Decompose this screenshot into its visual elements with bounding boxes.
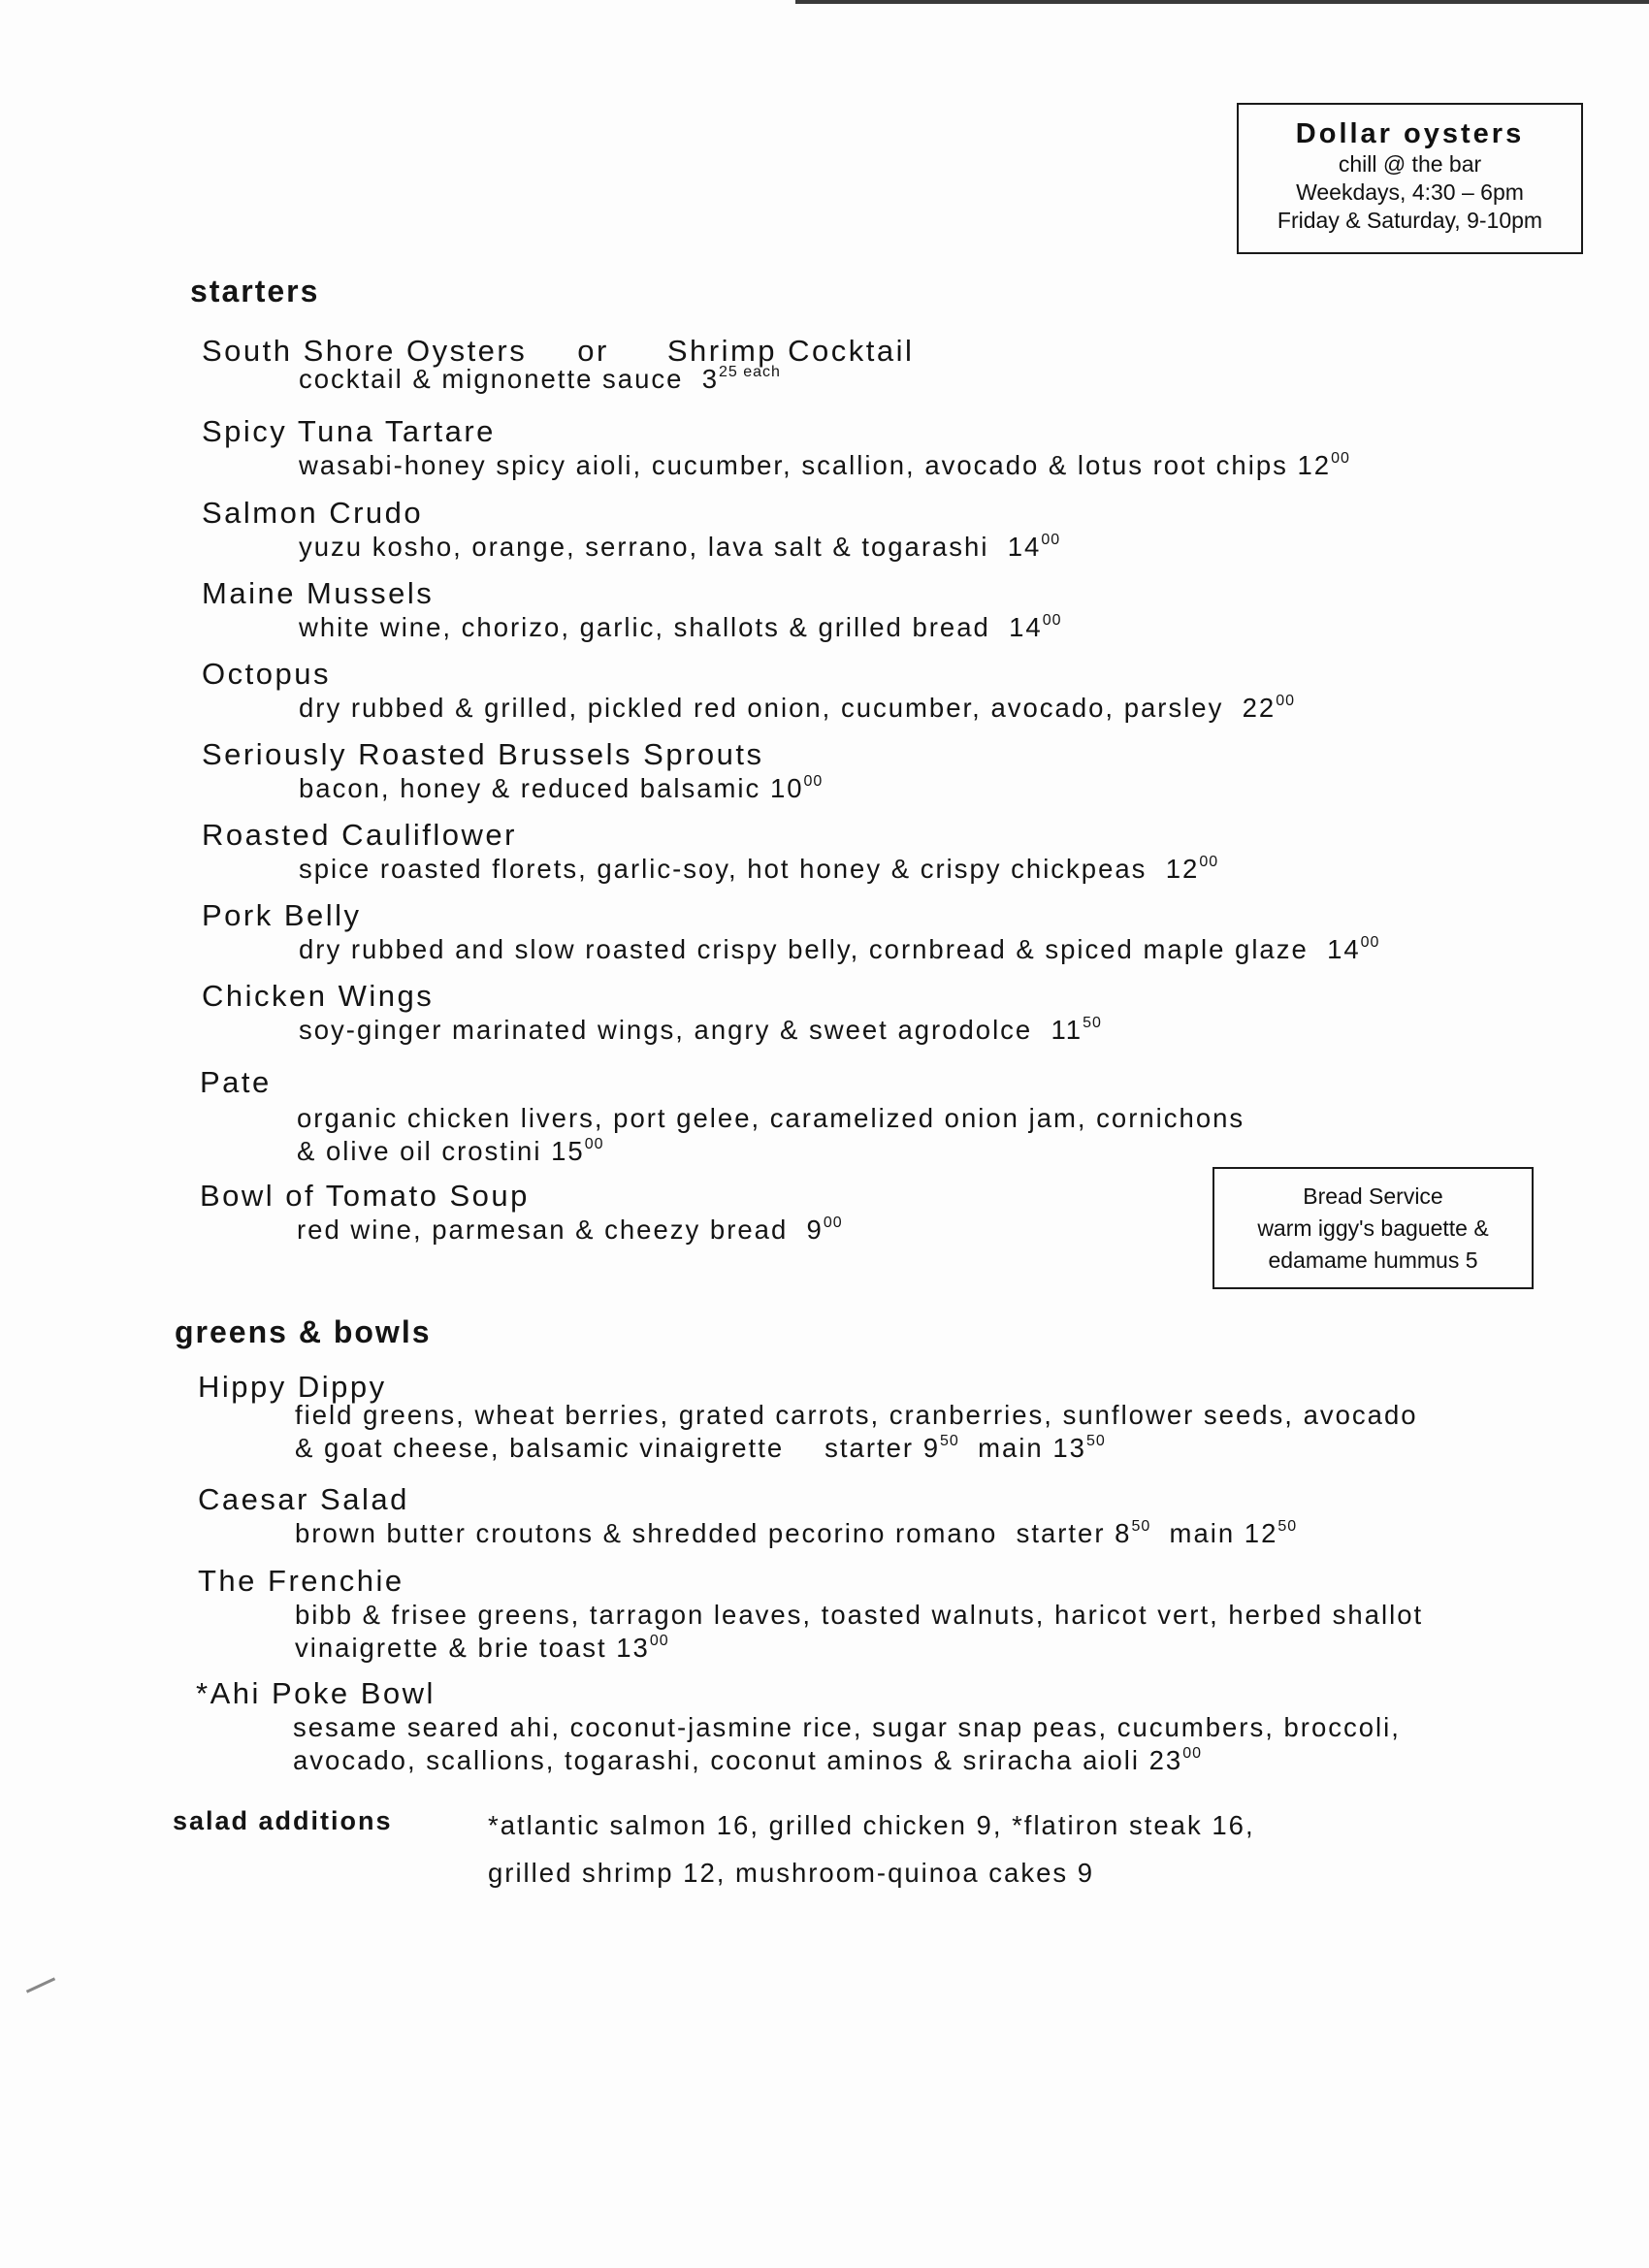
item-price: 11 <box>1051 1015 1083 1045</box>
salad-additions-line: grilled shrimp 12, mushroom-quinoa cakes 9 <box>488 1858 1095 1888</box>
starter-price-cents: 50 <box>940 1433 959 1449</box>
bread-service-line: warm iggy's baguette & <box>1257 1215 1489 1241</box>
or-label: or <box>577 334 609 368</box>
item-price: 12 <box>1297 450 1332 480</box>
bread-service-line: edamame hummus 5 <box>1268 1247 1478 1273</box>
item-name: Pate <box>200 1065 272 1099</box>
item-name: Salmon Crudo <box>202 496 424 530</box>
scan-top-edge <box>795 0 1649 4</box>
main-price: 13 <box>1052 1433 1086 1463</box>
menu-item-ahi-poke <box>196 1676 1401 1777</box>
item-description <box>200 1135 1245 1168</box>
main-price-cents: 50 <box>1277 1518 1298 1535</box>
menu-item <box>202 818 1218 886</box>
item-price-cents: 00 <box>1331 450 1350 467</box>
item-name: *Ahi Poke Bowl <box>196 1676 436 1710</box>
item-price-cents: 00 <box>1276 693 1296 709</box>
item-description: sesame seared ahi, coconut-jasmine rice, sugar snap peas, cucumbers, broccoli, <box>293 1712 1401 1742</box>
item-name: Caesar Salad <box>198 1482 409 1516</box>
item-description <box>200 1214 843 1247</box>
item-description <box>202 1014 1102 1047</box>
menu-item <box>202 496 1060 564</box>
item-desc-text: soy-ginger marinated wings, angry & sweet agrodolce <box>299 1015 1033 1045</box>
item-price: 14 <box>1009 612 1043 642</box>
item-description <box>202 772 823 805</box>
section-heading-greens-bowls: greens & bowls <box>175 1314 432 1349</box>
item-price-cents: 00 <box>584 1136 604 1152</box>
salad-additions-label: salad additions <box>173 1806 393 1835</box>
starter-price-cents: 50 <box>1131 1518 1151 1535</box>
item-desc-text: & olive oil crostini <box>297 1136 542 1166</box>
scan-pen-mark <box>26 1977 55 1993</box>
menu-item <box>202 657 1295 725</box>
promo-line: chill @ the bar <box>1338 151 1482 177</box>
item-desc-text: red wine, parmesan & cheezy bread <box>297 1215 789 1245</box>
item-desc-text: white wine, chorizo, garlic, shallots & grilled bread <box>299 612 990 642</box>
item-description <box>198 1432 1418 1465</box>
item-description <box>202 933 1379 966</box>
menu-item <box>202 576 1062 644</box>
item-price: 13 <box>616 1633 650 1663</box>
starter-label: starter <box>824 1433 915 1463</box>
menu-item <box>202 737 823 805</box>
item-name: Chicken Wings <box>202 979 435 1013</box>
item-desc-text: wasabi-honey spicy aioli, cucumber, scallion, avocado & lotus root chips <box>299 450 1288 480</box>
item-description <box>198 1632 1423 1665</box>
promo-line: Friday & Saturday, 9-10pm <box>1277 208 1543 233</box>
item-price-cents: 00 <box>1199 854 1219 870</box>
item-name-shrimp: Shrimp Cocktail <box>666 334 915 368</box>
item-description <box>198 1517 1297 1550</box>
item-price: 22 <box>1242 693 1277 723</box>
item-desc-text: & goat cheese, balsamic vinaigrette <box>295 1433 785 1463</box>
item-desc-text: spice roasted florets, garlic-soy, hot honey & crispy chickpeas <box>299 854 1148 884</box>
item-price: 14 <box>1327 934 1361 964</box>
item-price-cents: 00 <box>1182 1745 1203 1762</box>
item-desc-text: brown butter croutons & shredded pecorino romano <box>295 1518 998 1548</box>
menu-item <box>202 414 1350 482</box>
item-desc-text: dry rubbed and slow roasted crispy belly, cornbread & spiced maple glaze <box>299 934 1309 964</box>
item-name-oysters: South Shore Oysters <box>202 334 528 368</box>
item-desc-text: vinaigrette & brie toast <box>295 1633 607 1663</box>
menu-item-hippy-dippy <box>198 1370 1418 1465</box>
bread-service-title: Bread Service <box>1303 1183 1443 1209</box>
menu-item-caesar <box>198 1482 1297 1550</box>
item-description <box>202 853 1218 886</box>
item-price-cents: 50 <box>1083 1015 1102 1031</box>
item-price: 23 <box>1148 1745 1183 1775</box>
bread-service-box <box>1212 1167 1534 1289</box>
item-name: Maine Mussels <box>202 576 435 610</box>
promo-line: Weekdays, 4:30 – 6pm <box>1296 179 1524 205</box>
item-price: 14 <box>1007 532 1042 562</box>
menu-item-tomato-soup <box>200 1179 843 1247</box>
dollar-oysters-box <box>1237 103 1583 254</box>
item-name: Seriously Roasted Brussels Sprouts <box>202 737 764 771</box>
item-description <box>202 692 1295 725</box>
item-price: 9 <box>806 1215 824 1245</box>
item-price-cents: 00 <box>649 1633 669 1649</box>
item-price-cents: 00 <box>1041 532 1061 548</box>
starter-price: 8 <box>1115 1518 1132 1548</box>
item-price-cents: 25 each <box>719 364 781 380</box>
menu-item <box>202 898 1379 966</box>
item-name: The Frenchie <box>198 1564 404 1598</box>
item-desc-text: bacon, honey & reduced balsamic <box>299 773 761 803</box>
item-price: 10 <box>769 773 804 803</box>
starter-label: starter <box>1016 1518 1106 1548</box>
item-price: 12 <box>1165 854 1200 884</box>
menu-item <box>202 979 1102 1047</box>
item-name: Bowl of Tomato Soup <box>200 1179 530 1213</box>
item-description <box>196 1744 1401 1777</box>
item-price-cents: 00 <box>803 773 824 790</box>
item-desc-text: cocktail & mignonette sauce <box>299 364 684 394</box>
main-price-cents: 50 <box>1085 1433 1106 1449</box>
item-name: Hippy Dippy <box>198 1370 387 1404</box>
item-name: Octopus <box>202 657 331 691</box>
item-desc-text: dry rubbed & grilled, pickled red onion, cucumber, avocado, parsley <box>299 693 1224 723</box>
starter-price: 9 <box>922 1433 941 1463</box>
item-name: Spicy Tuna Tartare <box>202 414 496 448</box>
item-price-cents: 00 <box>1360 934 1380 951</box>
item-description: field greens, wheat berries, grated carrots, cranberries, sunflower seeds, avocado <box>295 1400 1418 1430</box>
section-heading-starters: starters <box>190 274 320 308</box>
menu-item-pate <box>200 1065 1245 1168</box>
item-price: 3 <box>701 364 719 394</box>
item-desc-text: avocado, scallions, togarashi, coconut aminos & sriracha aioli <box>293 1745 1140 1775</box>
item-description <box>202 449 1350 482</box>
item-description <box>202 531 1060 564</box>
item-desc-text: yuzu kosho, orange, serrano, lava salt & togarashi <box>299 532 989 562</box>
item-description <box>202 611 1062 644</box>
item-name: Pork Belly <box>202 898 362 932</box>
menu-item-frenchie <box>198 1564 1423 1665</box>
item-price-cents: 00 <box>1042 612 1062 629</box>
main-label: main <box>978 1433 1044 1463</box>
promo-title: Dollar oysters <box>1295 118 1525 149</box>
salad-additions-line: *atlantic salmon 16, grilled chicken 9, *flatiron steak 16, <box>488 1810 1255 1840</box>
item-price-cents: 00 <box>823 1215 843 1231</box>
main-label: main <box>1169 1518 1236 1548</box>
item-name: Roasted Cauliflower <box>202 818 517 852</box>
item-price: 15 <box>551 1136 585 1166</box>
item-description: bibb & frisee greens, tarragon leaves, toasted walnuts, haricot vert, herbed shallot <box>295 1600 1424 1630</box>
item-description: organic chicken livers, port gelee, caramelized onion jam, cornichons <box>297 1103 1245 1133</box>
main-price: 12 <box>1244 1518 1278 1548</box>
menu-item-oysters-shrimp <box>202 334 914 396</box>
